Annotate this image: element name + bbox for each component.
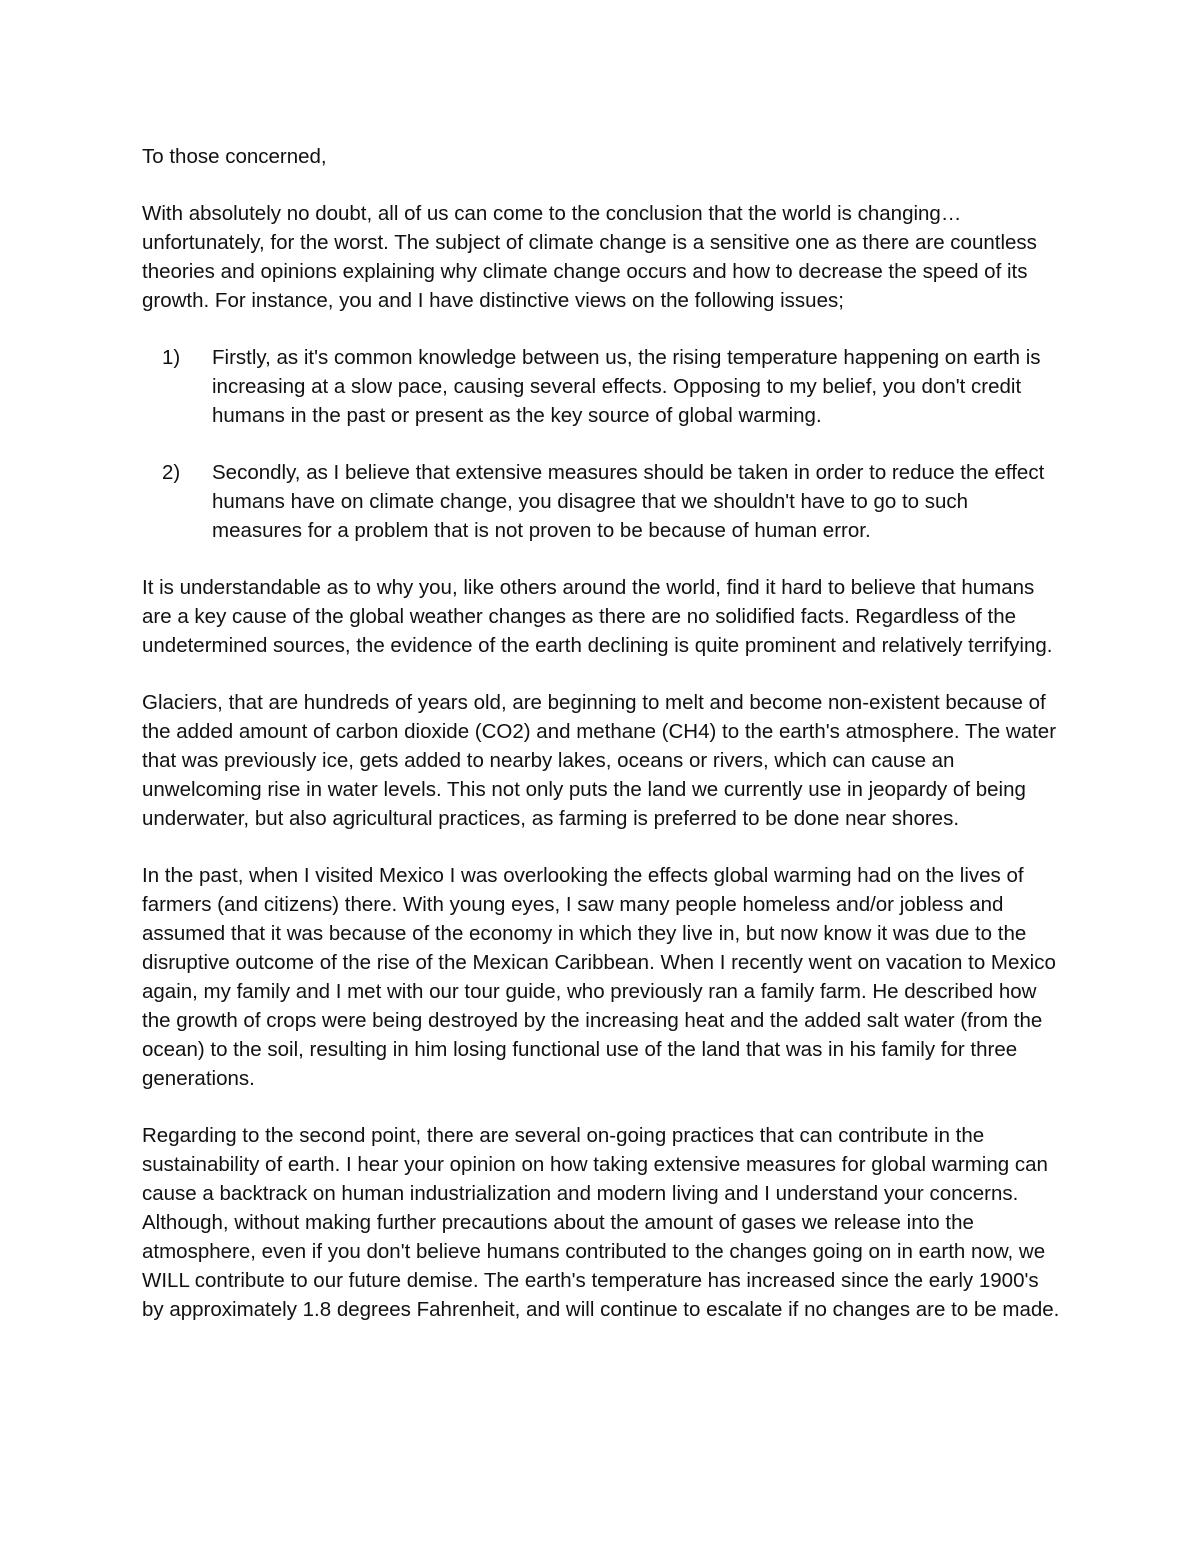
body-paragraph-understandable: It is understandable as to why you, like others around the world, find it hard to believe that humans are a key cause of the global weather changes as there are no solidified facts. Regardless of the undetermined sources, the evidence of the earth declining is quite prominent and relatively terrifying. [142, 576, 1053, 657]
body-paragraph-glaciers: Glaciers, that are hundreds of years old, are beginning to melt and become non-existent because of the added amount of carbon dioxide (CO2) and methane (CH4) to the earth's atmosphere. The water that was previously ice, gets added to nearby lakes, oceans or rivers, which can cause an unwelcoming rise in water levels. This not only puts the land we currently use in jeopardy of being underwater, but also agricultural practices, as farming is preferred to be done near shores. [142, 691, 1057, 830]
body-paragraph-second-point: Regarding to the second point, there are several on-going practices that can contribute in the sustainability of earth. I hear your opinion on how taking extensive measures for global warming can cause a backtrack on human industrialization and modern living and I understand your concerns. Although, without making further precautions about the amount of gases we release into the atmosphere, even if you don't believe humans contributed to the changes going on in earth now, we WILL contribute to our future demise. The earth's temperature has increased since the early 1900's by approximately 1.8 degrees Fahrenheit, and will continue to escalate if no changes are to be made. [142, 1124, 1060, 1321]
body-paragraph-mexico: In the past, when I visited Mexico I was overlooking the effects global warming had on the lives of farmers (and citizens) there. With young eyes, I saw many people homeless and/or jobless and assumed that it was because of the economy in which they live in, but now know it was due to the disruptive outcome of the rise of the Mexican Caribbean. When I recently went on vacation to Mexico again, my family and I met with our tour guide, who previously ran a family farm. He described how the growth of crops were being destroyed by the increasing heat and the added salt water (from the ocean) to the soil, resulting in him losing functional use of the land that was in his family for three generations. [142, 864, 1056, 1090]
list-item-text: Secondly, as I believe that extensive measures should be taken in order to reduce the effect humans have on climate change, you disagree that we shouldn't have to go to such measures for a problem that is not proven to be because of human error. [212, 461, 1045, 542]
letter-body [142, 142, 1062, 1352]
salutation: To those concerned, [142, 145, 327, 168]
intro-paragraph: With absolutely no doubt, all of us can come to the conclusion that the world is changing… unfortunately, for the worst. The subject of climate change is a sensitive one as there are countless theories and opinions explaining why climate change occurs and how to decrease the speed of its growth. For instance, you and I have distinctive views on the following issues; [142, 202, 1037, 312]
list-number: 2) [162, 461, 181, 484]
issues-list [142, 343, 1062, 545]
list-item-text: Firstly, as it's common knowledge between us, the rising temperature happening on earth is increasing at a slow pace, causing several effects. Opposing to my belief, you don't credit humans in the past or present as the key source of global warming. [212, 346, 1041, 427]
list-item [142, 458, 1062, 545]
list-item [142, 343, 1062, 430]
list-number: 1) [162, 346, 181, 369]
